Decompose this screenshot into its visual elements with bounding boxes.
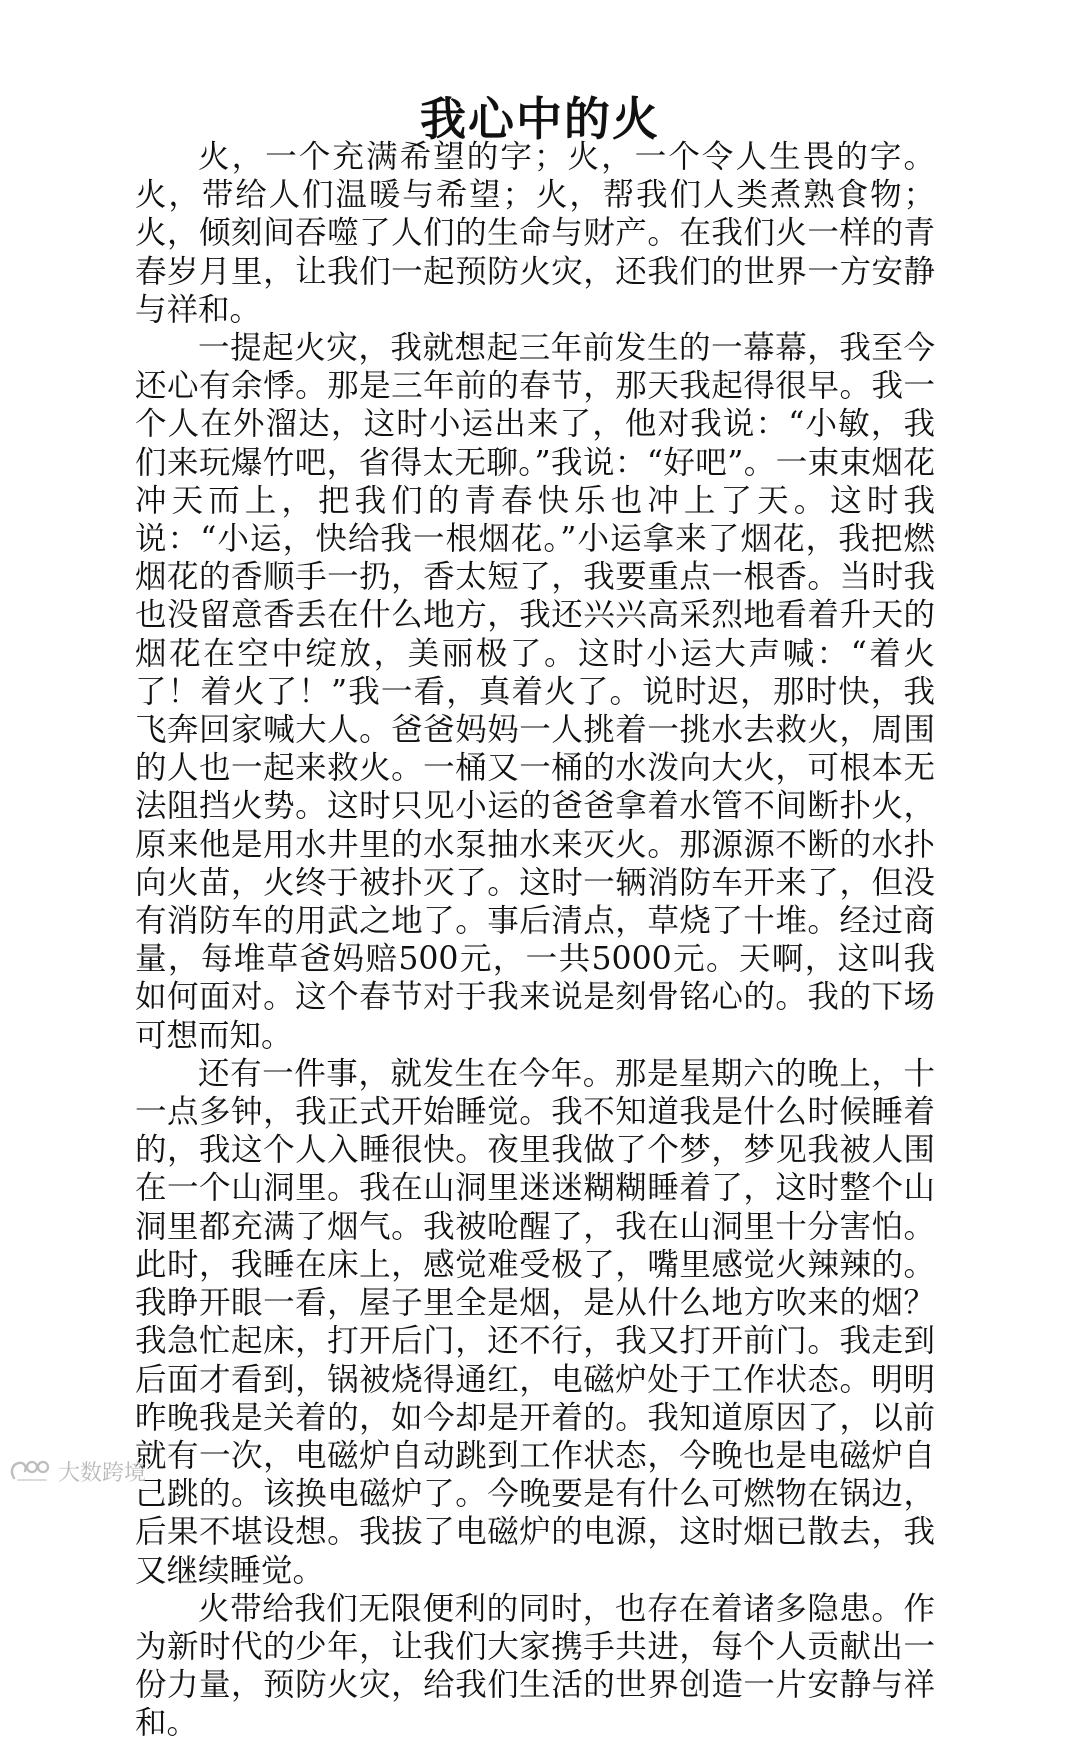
article-body [135,138,935,1743]
document-title: 我心中的火 [420,91,660,146]
paragraph-2: 一提起火灾，我就想起三年前发生的一幕幕，我至今还心有余悸。那是三年前的春节，那天我起得很早。我一个人在外溜达，这时小运出来了，他对我说：“小敏，我们来玩爆竹吧，省得太无聊。”我说：“好吧”。一束束烟花冲天而上，把我们的青春快乐也冲上了天。这时我说：“小运，快给我一根烟花。”小运拿来了烟花，我把燃烟花的香顺手一扔，香太短了，我要重点一根香。当时我也没留意香丢在什么地方，我还兴兴高采烈地看着升天的烟花在空中绽放，美丽极了。这时小运大声喊：“着火了！着火了！”我一看，真着火了。说时迟，那时快，我飞奔回家喊大人。爸爸妈妈一人挑着一挑水去救火，周围的人也一起来救火。一桶又一桶的水泼向大火，可根本无法阻挡火势。这时只见小运的爸爸拿着水管不间断扑火，原来他是用水井里的水泵抽水来灭火。那源源不断的水扑向火苗，火终于被扑灭了。这时一辆消防车开来了，但没有消防车的用武之地了。事后清点，草烧了十堆。经过商量，每堆草爸妈赔500元，一共5000元。天啊，这叫我如何面对。这个春节对于我来说是刻骨铭心的。我的下场可想而知。 [135,330,935,1054]
watermark [8,1456,146,1486]
paragraph-1: 火，一个充满希望的字；火，一个令人生畏的字。火，带给人们温暖与希望；火，帮我们人类煮熟食物；火，倾刻间吞噬了人们的生命与财产。在我们火一样的青春岁月里，让我们一起预防火灾，还我们的世界一方安静与祥和。 [135,139,935,328]
watermark-text: 大数跨境 [58,1460,147,1486]
paragraph-3: 还有一件事，就发生在今年。那是星期六的晚上，十一点多钟，我正式开始睡觉。我不知道我是什么时候睡着的，我这个人入睡很快。夜里我做了个梦，梦见我被人围在一个山洞里。我在山洞里迷迷糊糊睡着了，这时整个山洞里都充满了烟气。我被呛醒了，我在山洞里十分害怕。此时，我睡在床上，感觉难受极了，嘴里感觉火辣辣的。我睁开眼一看，屋子里全是烟，是从什么地方吹来的烟？我急忙起床，打开后门，还不行，我又打开前门。我走到后面才看到，锅被烧得通红，电磁炉处于工作状态。明明昨晚我是关着的，如今却是开着的。我知道原因了，以前就有一次，电磁炉自动跳到工作状态，今晚也是电磁炉自己跳的。该换电磁炉了。今晚要是有什么可燃物在锅边，后果不堪设想。我拔了电磁炉的电源，这时烟已散去，我又继续睡觉。 [135,1055,935,1589]
paragraph-4: 火带给我们无限便利的同时，也存在着诸多隐患。作为新时代的少年，让我们大家携手共进，每个人贡献出一份力量，预防火灾，给我们生活的世界创造一片安静与祥和。 [135,1590,935,1742]
watermark-logo-icon [8,1458,52,1484]
